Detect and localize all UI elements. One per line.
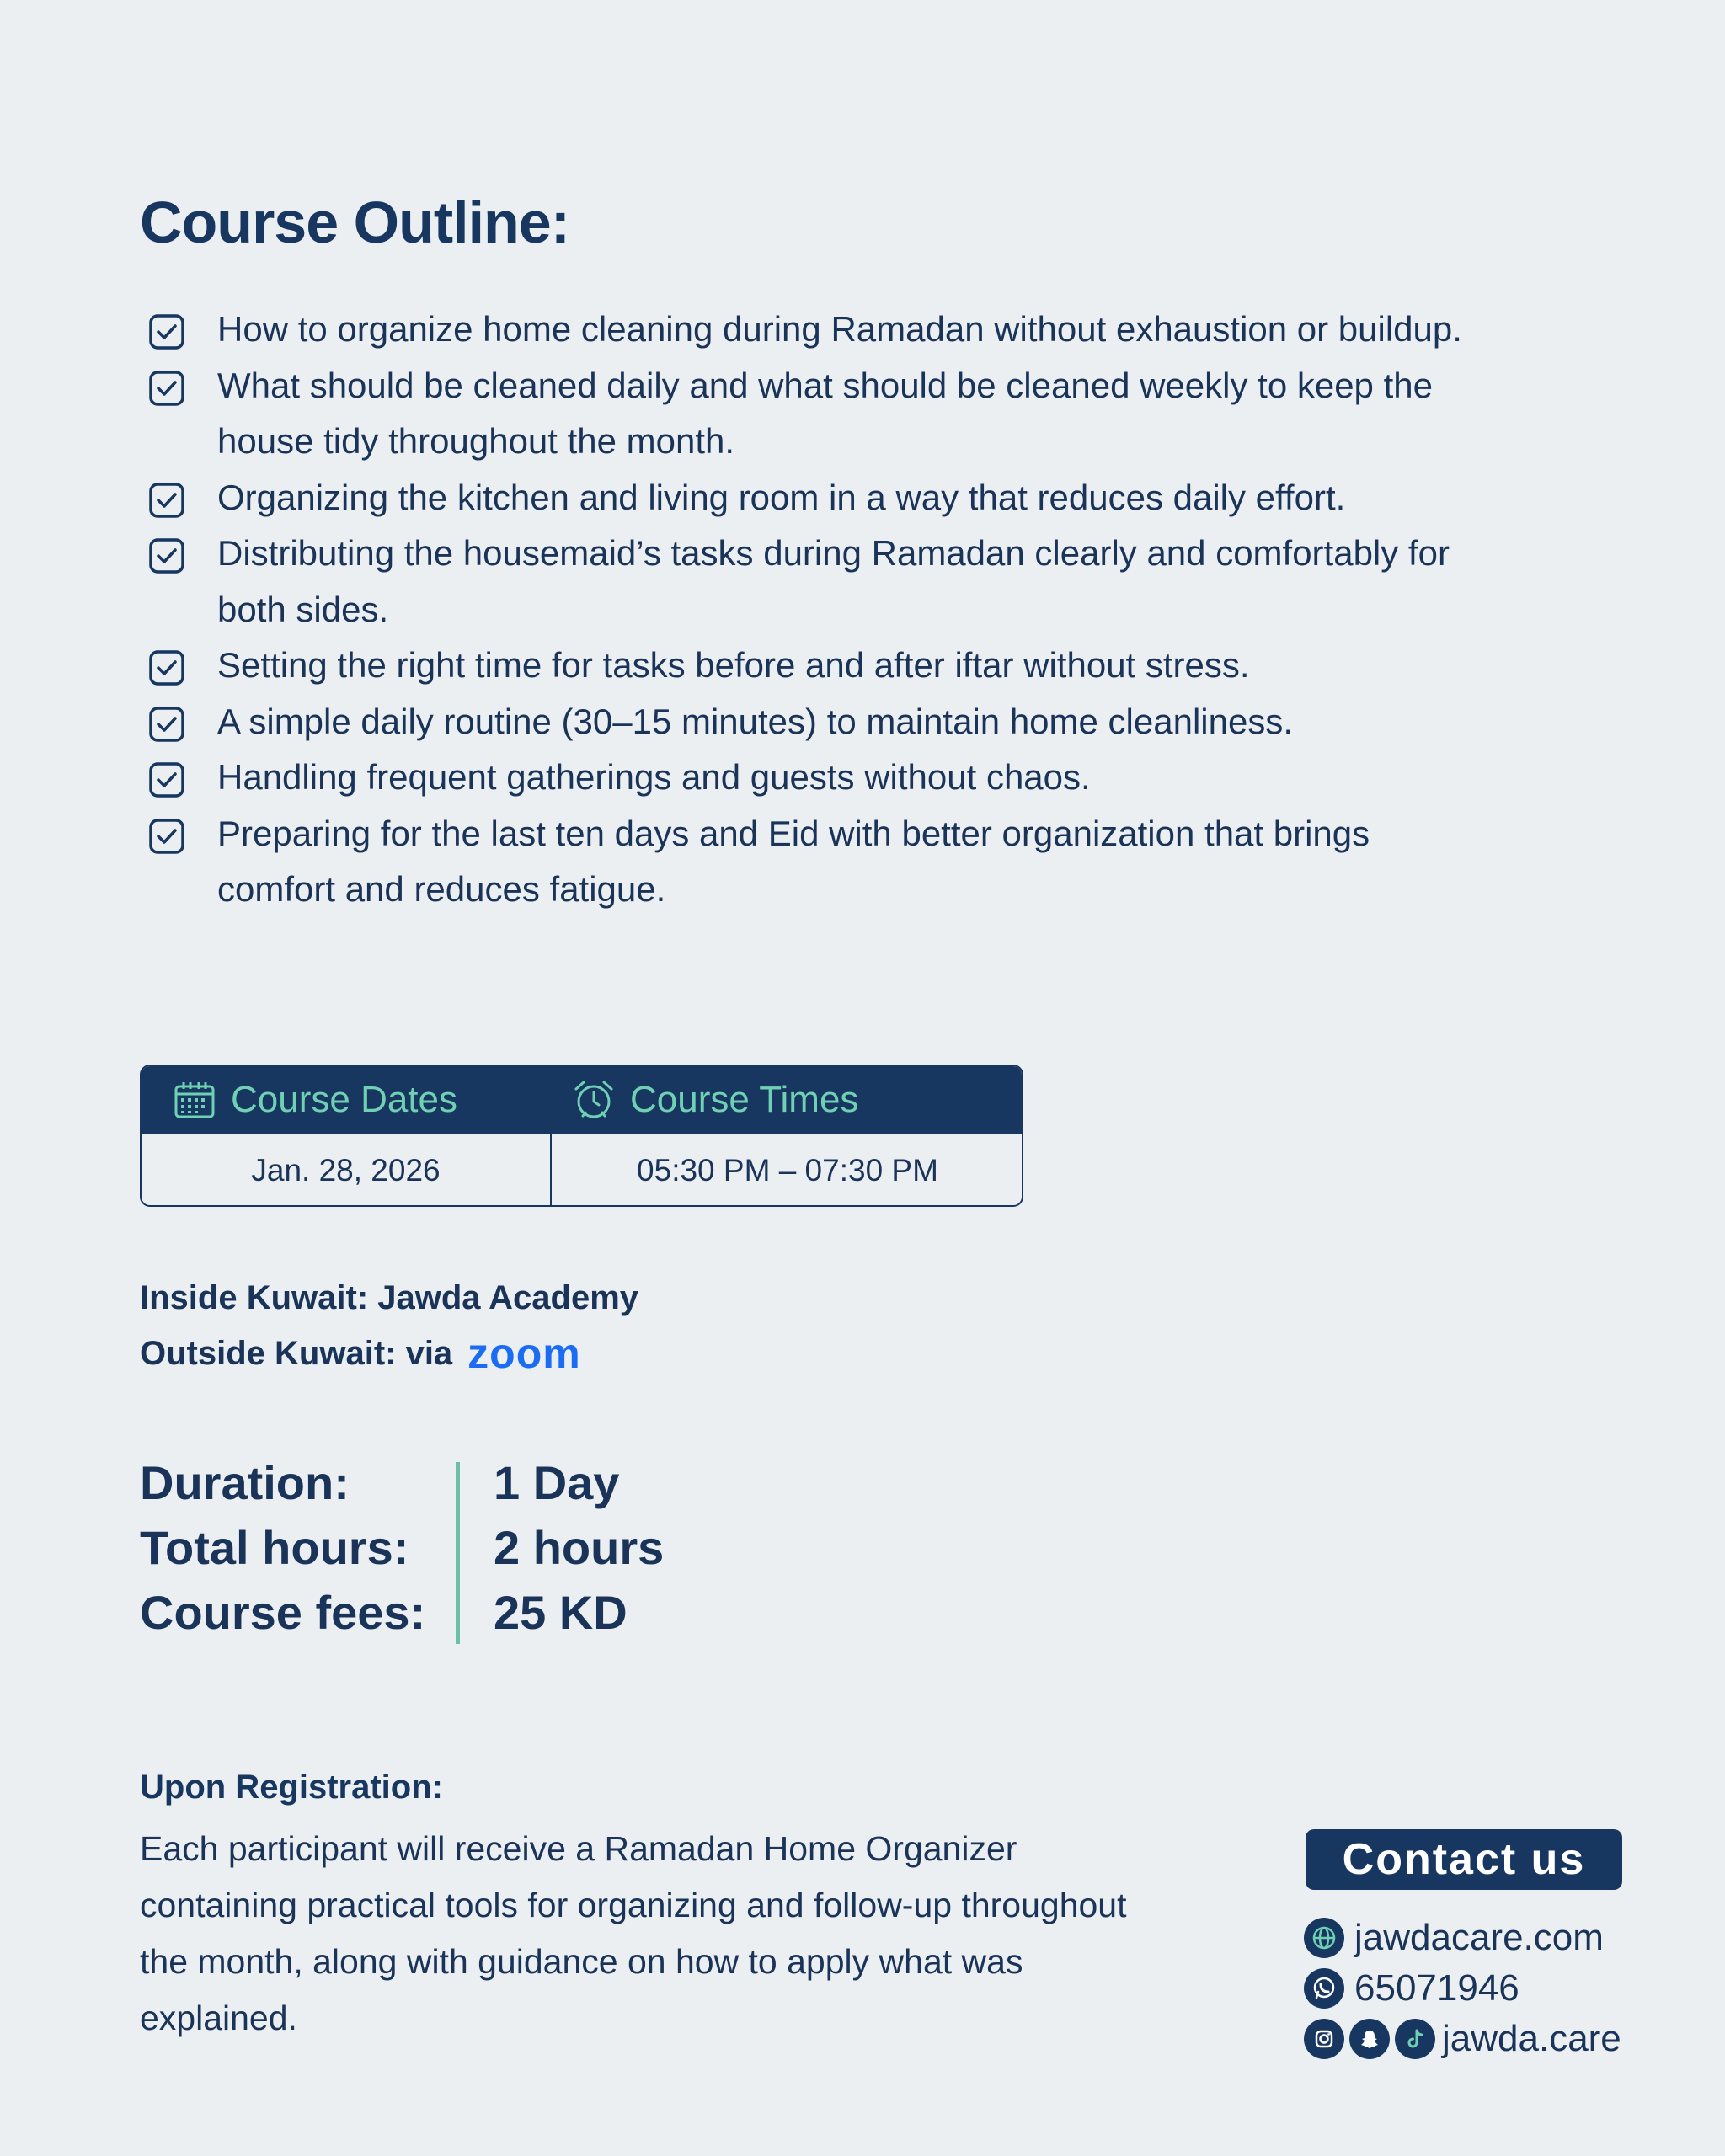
course-time-value: 05:30 PM – 07:30 PM (637, 1152, 938, 1187)
list-item (148, 694, 1462, 750)
checkbox-checked-icon (148, 649, 185, 686)
course-dates-header (174, 1066, 457, 1134)
website-text: jawdacare.com (1354, 1917, 1604, 1958)
registration-heading: Upon Registration: (140, 1769, 443, 1806)
social-handle-text[interactable]: jawda.care (1442, 2018, 1621, 2059)
list-item (148, 526, 1462, 638)
outline-item-text: Handling frequent gatherings and guests without chaos. (217, 757, 1091, 797)
alarm-clock-icon (573, 1079, 615, 1121)
social-links (1304, 2018, 1621, 2060)
outline-item-text: Organizing the kitchen and living room in a way that reduces daily effort. (217, 477, 1346, 517)
checkbox-checked-icon (148, 537, 185, 574)
globe-icon (1304, 1918, 1344, 1958)
zoom-logo: zoom (467, 1330, 581, 1377)
phone-text: 65071946 (1354, 1967, 1519, 2009)
outline-item-text: Setting the right time for tasks before and after iftar without stress. (217, 645, 1250, 685)
checkbox-checked-icon (148, 482, 185, 519)
calendar-icon (174, 1081, 216, 1119)
outline-item-text: What should be cleaned daily and what should be cleaned weekly to keep the house tidy throughout the month. (217, 365, 1433, 461)
contact-us-button[interactable]: Contact us (1306, 1829, 1622, 1890)
checkbox-checked-icon (148, 313, 185, 350)
list-item (148, 302, 1462, 358)
snapchat-icon[interactable] (1349, 2019, 1390, 2059)
outline-item-text: Preparing for the last ten days and Eid with better organization that brings comfort and reduces fatigue. (217, 813, 1370, 909)
list-item (148, 806, 1462, 918)
outline-item-text: How to organize home cleaning during Ramadan without exhaustion or buildup. (217, 309, 1462, 349)
total-hours-label: Total hours: (140, 1521, 409, 1574)
outside-kuwait-text: Outside Kuwait: via (140, 1335, 453, 1372)
website-link[interactable] (1304, 1917, 1604, 1959)
duration-value: 1 Day (494, 1456, 620, 1509)
course-fees-label: Course fees: (140, 1586, 426, 1639)
outline-list (148, 302, 1462, 918)
course-times-header (573, 1066, 858, 1134)
duration-label: Duration: (140, 1456, 350, 1509)
list-item (148, 470, 1462, 526)
instagram-icon[interactable] (1304, 2019, 1344, 2059)
page-title: Course Outline: (140, 189, 570, 255)
checkbox-checked-icon (148, 761, 185, 798)
outline-item-text: A simple daily routine (30–15 minutes) to maintain home cleanliness. (217, 701, 1294, 741)
schedule-table (140, 1065, 1023, 1207)
inside-kuwait-line: Inside Kuwait: Jawda Academy (140, 1279, 639, 1316)
checkbox-checked-icon (148, 818, 185, 855)
whatsapp-icon (1304, 1968, 1344, 2009)
total-hours-value: 2 hours (494, 1521, 665, 1574)
tiktok-icon[interactable] (1395, 2019, 1435, 2059)
phone-link[interactable] (1304, 1967, 1519, 2009)
list-item (148, 750, 1462, 806)
outside-kuwait-line (140, 1326, 638, 1381)
course-fees-value: 25 KD (494, 1586, 628, 1639)
course-times-label: Course Times (630, 1079, 859, 1120)
registration-text: Each participant will receive a Ramadan Home Organizer containing practical tools for organizing and follow-up throughout the month, along with guidance on how to apply what was explained. (140, 1829, 1127, 2037)
list-item (148, 358, 1462, 470)
checkbox-checked-icon (148, 706, 185, 743)
course-date-value: Jan. 28, 2026 (251, 1152, 441, 1187)
course-dates-label: Course Dates (231, 1079, 458, 1120)
checkbox-checked-icon (148, 370, 185, 407)
location-info (140, 1270, 638, 1381)
facts-divider (456, 1462, 460, 1644)
outline-item-text: Distributing the housemaid’s tasks during Ramadan clearly and comfortably for both sides. (217, 533, 1450, 629)
list-item (148, 638, 1462, 694)
